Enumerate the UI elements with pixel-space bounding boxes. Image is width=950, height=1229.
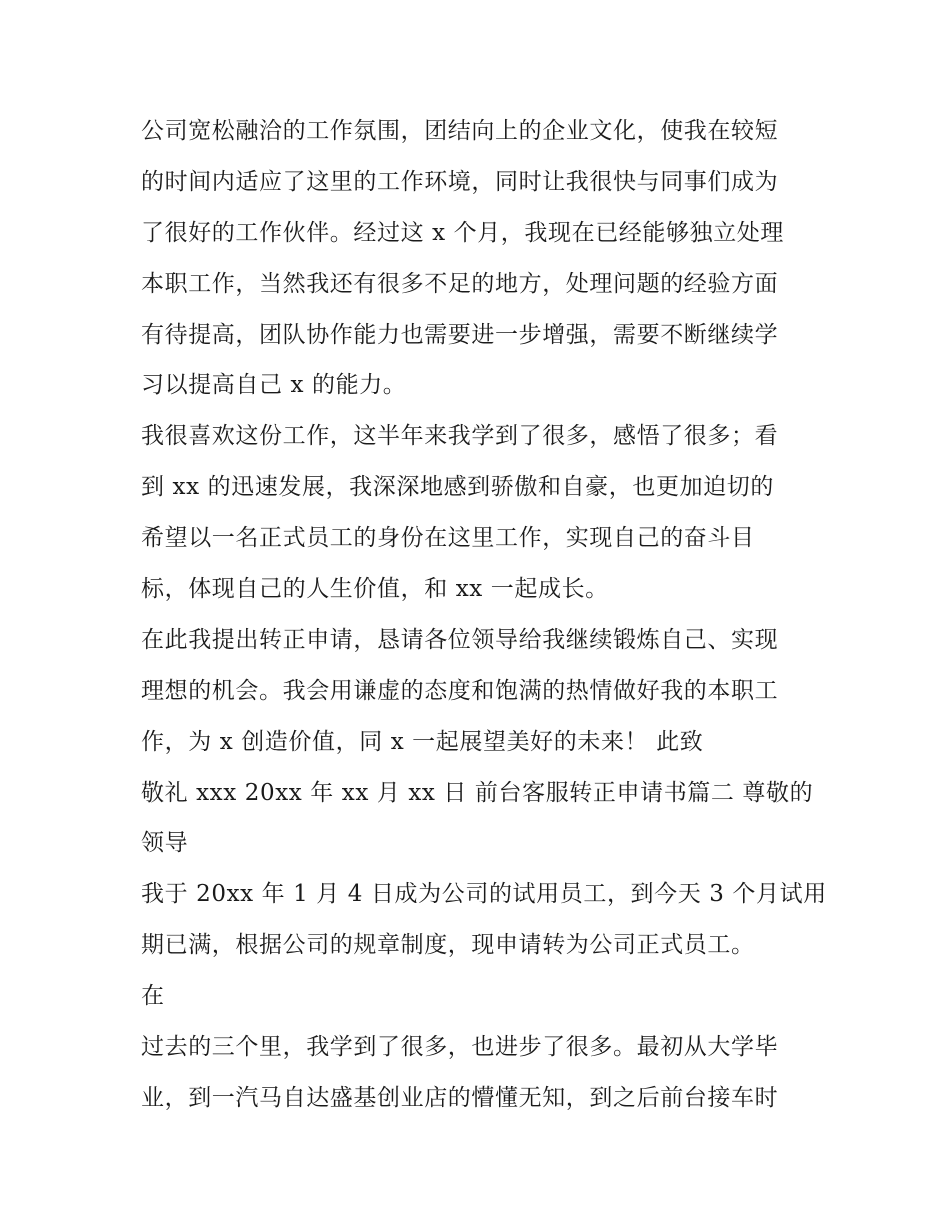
text-line: 我很喜欢这份工作，这半年来我学到了很多，感悟了很多；看: [141, 423, 779, 450]
text-line: 希望以一名正式员工的身份在这里工作，实现自己的奋斗目: [141, 525, 755, 552]
text-line: 敬礼 xxx 20xx 年 xx 月 xx 日 前台客服转正申请书篇二 尊敬的: [141, 779, 814, 806]
text-line: 的时间内适应了这里的工作环境，同时让我很快与同事们成为: [141, 168, 779, 195]
text-line: 习以提高自己 x 的能力。: [141, 372, 407, 399]
text-line: 到 xx 的迅速发展，我深深地感到骄傲和自豪，也更加迫切的: [141, 474, 774, 501]
text-line: 理想的机会。我会用谦虚的态度和饱满的热情做好我的本职工: [141, 677, 779, 704]
document-body: [141, 106, 827, 1124]
text-line: 作，为 x 创造价值，同 x 一起展望美好的未来！ 此致: [141, 728, 704, 755]
text-line: 在: [141, 983, 165, 1010]
text-line: 我于 20xx 年 1 月 4 日成为公司的试用员工，到今天 3 个月试用: [141, 881, 827, 908]
text-line: 领导: [141, 830, 189, 857]
text-line: 期已满，根据公司的规章制度，现申请转为公司正式员工。: [141, 932, 755, 959]
text-line: 标，体现自己的人生价值，和 xx 一起成长。: [141, 576, 609, 603]
text-line: 公司宽松融洽的工作氛围，团结向上的企业文化，使我在较短: [141, 118, 779, 144]
text-line: 本职工作，当然我还有很多不足的地方，处理问题的经验方面: [141, 270, 779, 297]
text-line: 过去的三个里，我学到了很多，也进步了很多。最初从大学毕: [141, 1034, 779, 1061]
text-line: 业，到一汽马自达盛基创业店的懵懂无知，到之后前台接车时: [141, 1084, 779, 1111]
text-line: 了很好的工作伙伴。经过这 x 个月，我现在已经能够独立处理: [141, 219, 784, 246]
text-line: 有待提高，团队协作能力也需要进一步增强，需要不断继续学: [141, 321, 779, 348]
text-line: 在此我提出转正申请，恳请各位领导给我继续锻炼自己、实现: [141, 626, 779, 653]
